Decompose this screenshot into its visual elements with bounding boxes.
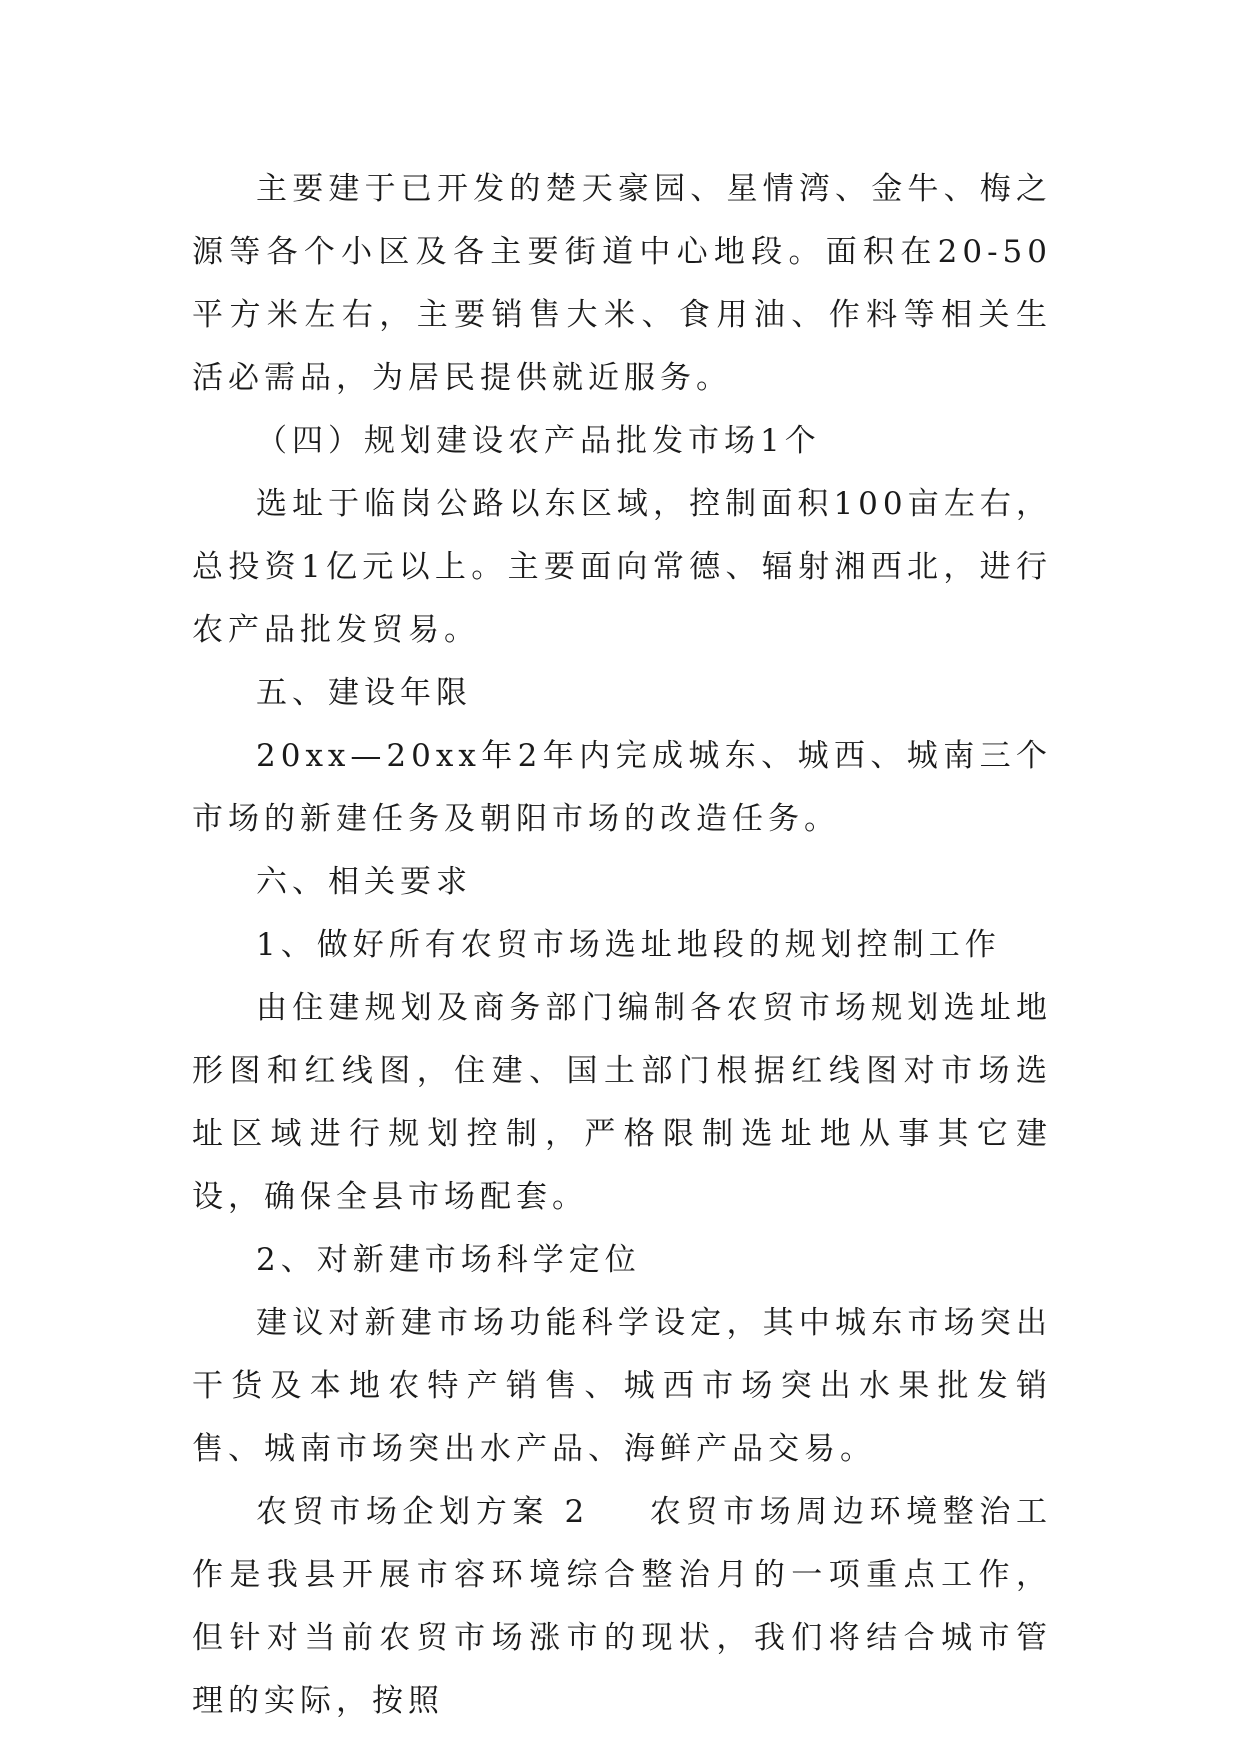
plan-two-title: 农贸市场企划方案 2 [256,1494,590,1530]
heading-wholesale-market: （四）规划建设农产品批发市场1个 [256,423,821,459]
paragraph-construction-period: 20xx—20xx年2年内完成城东、城西、城南三个市场的新建任务及朝阳市场的改造任务。 [192,738,1052,837]
heading-planning-control: 1、做好所有农贸市场选址地段的规划控制工作 [256,927,1001,963]
heading-requirements: 六、相关要求 [256,864,472,900]
paragraph-market-positioning: 建议对新建市场功能科学设定，其中城东市场突出干货及本地农特产销售、城西市场突出水果批发销售、城南市场突出水产品、海鲜产品交易。 [192,1305,1052,1467]
paragraph-planning-control: 由住建规划及商务部门编制各农贸市场规划选址地形图和红线图，住建、国土部门根据红线图对市场选址区域进行规划控制，严格限制选址地从事其它建设，确保全县市场配套。 [192,990,1052,1215]
paragraph-wholesale-site: 选址于临岗公路以东区域，控制面积100亩左右，总投资1亿元以上。主要面向常德、辐射湘西北，进行农产品批发贸易。 [192,486,1052,648]
paragraph-plan-two [192,1481,1052,1733]
document-body [192,158,1052,1733]
plan-two-body: 农贸市场周边环境整治工作是我县开展市容环境综合整治月的一项重点工作，但针对当前农贸市场涨市的现状，我们将结合城市管理的实际，按照 [192,1494,1053,1719]
paragraph-community-stores: 主要建于已开发的楚天豪园、星情湾、金牛、梅之源等各个小区及各主要街道中心地段。面积在20-50平方米左右，主要销售大米、食用油、作料等相关生活必需品，为居民提供就近服务。 [192,171,1052,396]
heading-market-positioning: 2、对新建市场科学定位 [256,1242,641,1278]
heading-construction-period: 五、建设年限 [256,675,472,711]
